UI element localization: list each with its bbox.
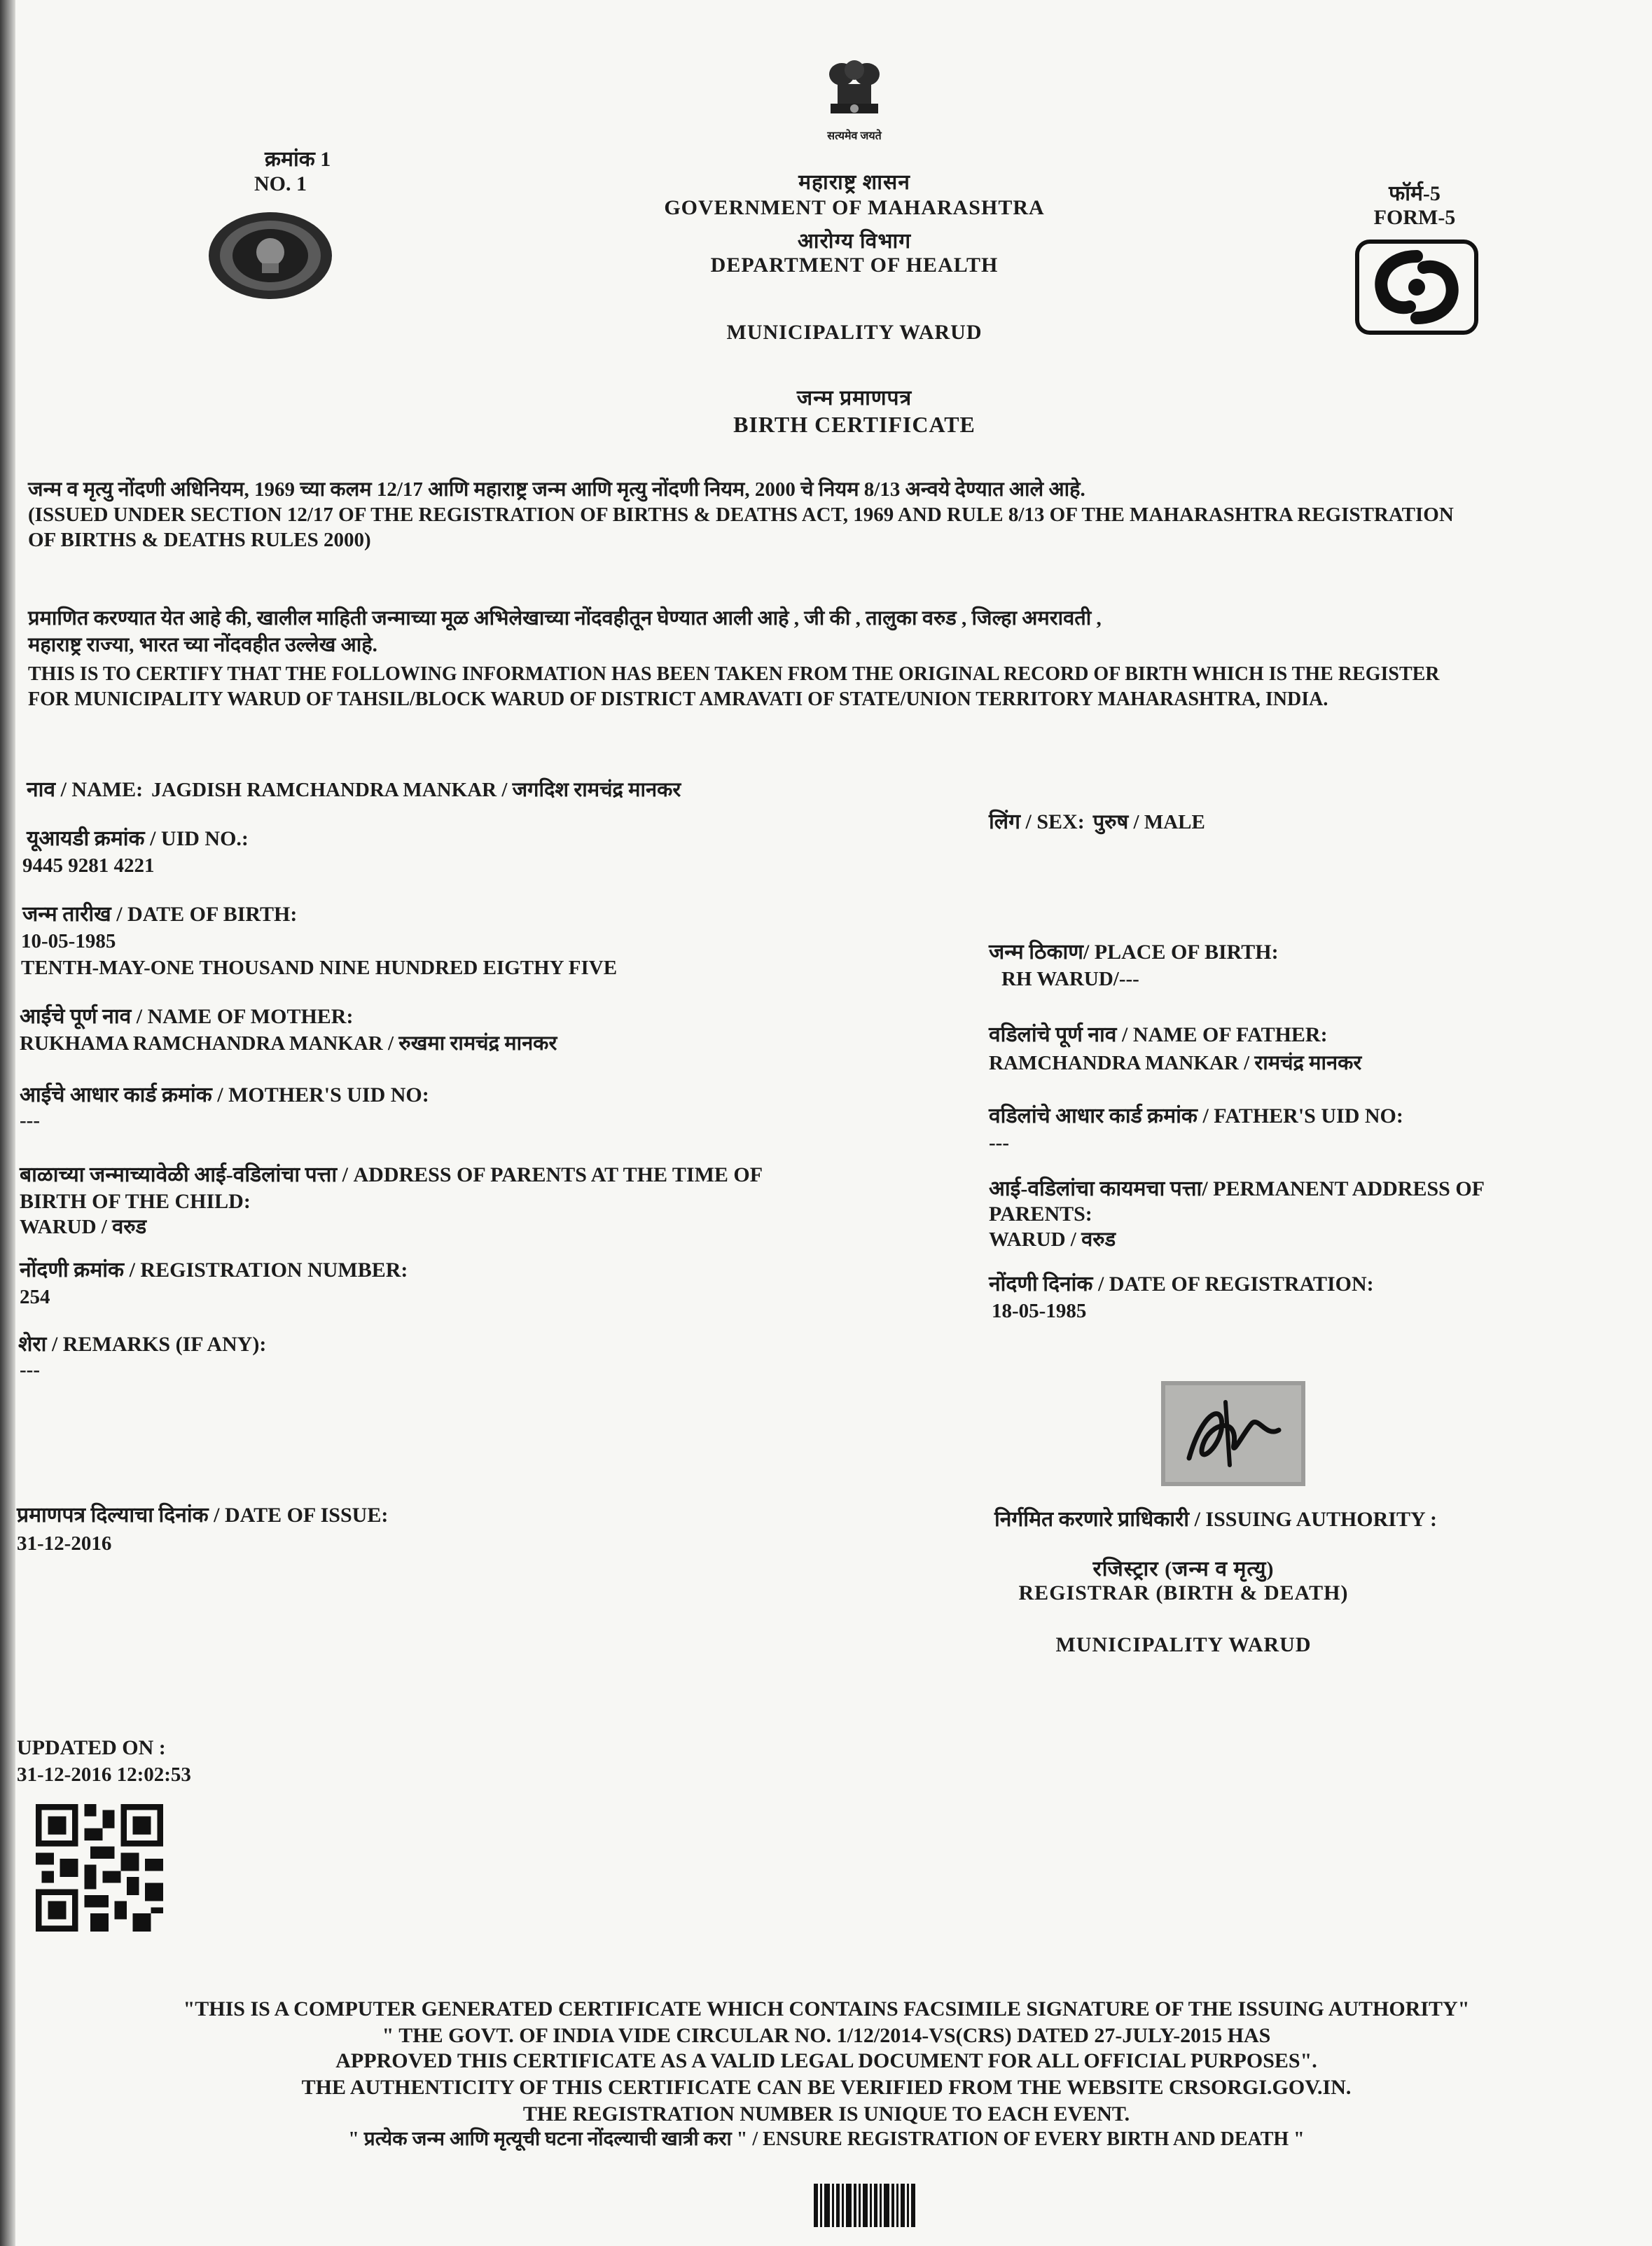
mother-uid-value: --- [20,1109,40,1132]
department-mr: आरोग्य विभाग [797,230,912,253]
registrar-mr: रजिस्ट्रार (जन्म व मृत्यु) [1092,1558,1275,1581]
certify-mr-line-1: प्रमाणित करण्यात येत आहे की, खालील माहिती जन्माच्या मूळ अभिलेखाच्या नोंदवहीतून घेण्यात आली आहे , जी की , तालुका वरुड , जिल्हा अमरावती , [28,607,1102,630]
registration-number-value: 254 [20,1286,50,1308]
sex-value: पुरुष / MALE [1092,811,1205,833]
certify-line-4: FOR MUNICIPALITY WARUD OF TAHSIL/BLOCK WARUD OF DISTRICT AMRAVATI OF STATE/UNION TERRITORY MAHARASHTRA, INDIA. [28,688,1328,710]
barcode-icon [812,2184,917,2227]
issued-under-mr: जन्म व मृत्यु नोंदणी अधिनियम, 1969 च्या कलम 12/17 आणि महाराष्ट्र जन्म आणि मृत्यु नोंदणी नियम, 2000 चे नियम 8/13 अन्वये देण्यात आले आहे. [28,478,1085,501]
address-at-birth-label-2: BIRTH OF THE CHILD: [20,1190,251,1213]
footer-line-4: THE AUTHENTICITY OF THIS CERTIFICATE CAN BE VERIFIED FROM THE WEBSITE CRSORGI.GOV.IN. [301,2076,1352,2099]
name-value: JAGDISH RAMCHANDRA MANKAR / जगदिश रामचंद्र मानकर [151,779,681,801]
footer-line-2: " THE GOVT. OF INDIA VIDE CIRCULAR NO. 1/12/2014-VS(CRS) DATED 27-JULY-2015 HAS [382,2024,1271,2047]
remarks-value: --- [20,1359,40,1381]
issued-under-line-2: (ISSUED UNDER SECTION 12/17 OF THE REGISTRATION OF BIRTHS & DEATHS ACT, 1969 AND RULE 8/13 OF THE MAHARASHTRA REGISTRATION [28,504,1454,526]
mother-uid-label: आईचे आधार कार्ड क्रमांक / MOTHER'S UID NO: [20,1083,429,1107]
footer-line-3: APPROVED THIS CERTIFICATE AS A VALID LEGAL DOCUMENT FOR ALL OFFICIAL PURPOSES". [335,2049,1317,2072]
issuing-municipality: MUNICIPALITY WARUD [1055,1633,1312,1656]
certificate-title: BIRTH CERTIFICATE [733,412,976,437]
emblem-caption: सत्यमेव जयते [827,130,882,142]
father-name-value: RAMCHANDRA MANKAR / रामचंद्र मानकर [989,1052,1362,1074]
certify-mr-line-2: महाराष्ट्र राज्या, भारत च्या नोंदवहीत उल्लेख आहे. [28,634,377,656]
updated-on-label: UPDATED ON : [17,1736,166,1759]
permanent-address-value: WARUD / वरुड [989,1228,1116,1251]
place-of-birth-label: जन्म ठिकाण/ PLACE OF BIRTH: [989,941,1279,964]
issue-date-label: प्रमाणपत्र दिल्याचा दिनांक / DATE OF ISSUE: [17,1504,389,1527]
footer-line-1: "THIS IS A COMPUTER GENERATED CERTIFICATE WHICH CONTAINS FACSIMILE SIGNATURE OF THE ISSUING AUTHORITY" [183,1997,1470,2020]
form-logo-icon [1355,240,1478,335]
registration-date-label: नोंदणी दिनांक / DATE OF REGISTRATION: [989,1273,1374,1296]
address-at-birth-value: WARUD / वरुड [20,1216,147,1238]
updated-on-value: 31-12-2016 12:02:53 [17,1763,191,1786]
municipality-heading: MUNICIPALITY WARUD [726,321,983,344]
name-row [27,777,681,803]
mother-name-value: RUKHAMA RAMCHANDRA MANKAR / रुखमा रामचंद्र मानकर [20,1032,557,1055]
issued-under-line-3: OF BIRTHS & DEATHS RULES 2000) [28,529,371,551]
dob-in-words: TENTH-MAY-ONE THOUSAND NINE HUNDRED EIGTHY FIVE [21,957,618,979]
place-of-birth-value: RH WARUD/--- [1001,968,1139,990]
father-uid-label: वडिलांचे आधार कार्ड क्रमांक / FATHER'S UID NO: [989,1104,1403,1128]
remarks-label: शेरा / REMARKS (IF ANY): [18,1333,267,1356]
registration-date-value: 18-05-1985 [992,1300,1087,1322]
form-number-mr: फॉर्म-5 [1389,182,1441,205]
dob-value: 10-05-1985 [21,930,116,952]
certificate-title-mr: जन्म प्रमाणपत्र [796,387,912,410]
qr-code-icon [31,1804,168,1932]
issuing-authority-label: निर्गमित करणारे प्राधिकारी / ISSUING AUTHORITY : [994,1508,1438,1531]
sex-row [989,810,1205,835]
govt-name: GOVERNMENT OF MAHARASHTRA [664,196,1045,219]
registrar: REGISTRAR (BIRTH & DEATH) [1018,1581,1349,1604]
certify-line-3: THIS IS TO CERTIFY THAT THE FOLLOWING INFORMATION HAS BEEN TAKEN FROM THE ORIGINAL RECORD OF BIRTH WHICH IS THE REGISTER [28,663,1440,685]
father-name-label: वडिलांचे पूर्ण नाव / NAME OF FATHER: [989,1023,1328,1046]
seal-icon [207,210,333,301]
registration-number-label: नोंदणी क्रमांक / REGISTRATION NUMBER: [20,1259,408,1282]
serial-number-mr: क्रमांक 1 [265,148,331,171]
signature [1161,1381,1305,1486]
footer-line-5: THE REGISTRATION NUMBER IS UNIQUE TO EACH EVENT. [522,2102,1130,2126]
dob-label: जन्म तारीख / DATE OF BIRTH: [22,903,298,926]
name-label: नाव / NAME: [27,778,144,801]
ashoka-emblem-icon [818,57,891,134]
sex-label: लिंग / SEX: [989,810,1085,833]
uid-label: यूआयडी क्रमांक / UID NO.: [27,827,249,850]
department: DEPARTMENT OF HEALTH [710,254,999,277]
serial-number: NO. 1 [254,172,307,195]
issue-date-value: 31-12-2016 [17,1532,112,1555]
govt-name-mr: महाराष्ट्र शासन [798,171,910,194]
permanent-address-label-2: PARENTS: [989,1202,1092,1226]
page-edge [0,0,15,2246]
mother-name-label: आईचे पूर्ण नाव / NAME OF MOTHER: [20,1005,354,1028]
form-number: FORM-5 [1373,206,1456,229]
address-at-birth-label: बाळाच्या जन्माच्यावेळी आई-वडिलांचा पत्ता / ADDRESS OF PARENTS AT THE TIME OF [20,1163,763,1186]
uid-value: 9445 9281 4221 [22,854,155,877]
permanent-address-label: आई-वडिलांचा कायमचा पत्ता/ PERMANENT ADDRESS OF [989,1177,1485,1200]
father-uid-value: --- [989,1132,1009,1154]
footer-line-6: " प्रत्येक जन्म आणि मृत्यूची घटना नोंदल्याची खात्री करा " / ENSURE REGISTRATION OF EVERY BIRTH AND DEATH " [348,2128,1305,2150]
